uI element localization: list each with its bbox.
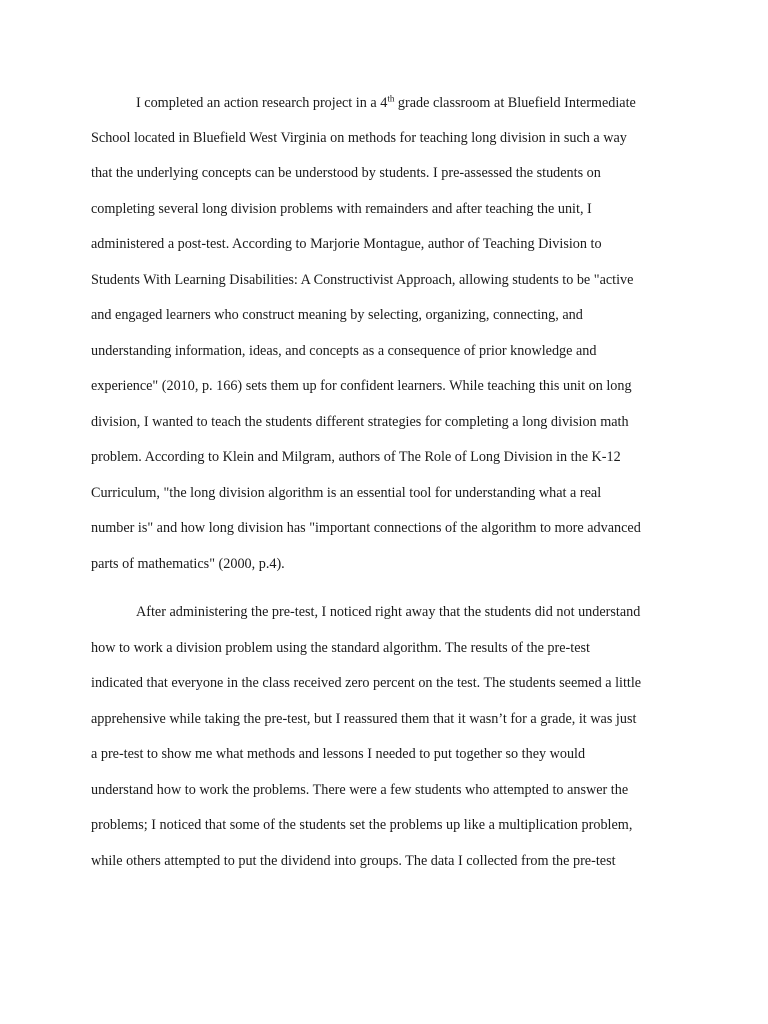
paragraph-1-line-5: administered a post-test. According to Marjorie Montague, author of Teaching Division to bbox=[91, 236, 602, 252]
paragraph-2-line-8: while others attempted to put the dividend into groups. The data I collected from the pre-test bbox=[91, 853, 616, 869]
paragraph-1-line-13: number is" and how long division has "important connections of the algorithm to more advanced bbox=[91, 520, 641, 536]
paragraph-2-line-5: a pre-test to show me what methods and lessons I needed to put together so they would bbox=[91, 746, 586, 762]
paragraph-1-line-4: completing several long division problems with remainders and after teaching the unit, I bbox=[91, 201, 592, 217]
paragraph-2-line-6: understand how to work the problems. There were a few students who attempted to answer the bbox=[91, 782, 629, 798]
paragraph-2-line-2: how to work a division problem using the standard algorithm. The results of the pre-test bbox=[91, 640, 590, 656]
ordinal-superscript: th bbox=[387, 93, 395, 104]
paragraph-1-line-1-after: grade classroom at Bluefield Intermediate bbox=[394, 95, 636, 111]
paragraph-1-line-8: understanding information, ideas, and concepts as a consequence of prior knowledge and bbox=[91, 343, 597, 359]
paragraph-1-line-2: School located in Bluefield West Virginia on methods for teaching long division in such a way bbox=[91, 130, 627, 146]
paragraph-1-line-6: Students With Learning Disabilities: A Constructivist Approach, allowing students to be "active bbox=[91, 272, 634, 288]
paragraph-1-line-3: that the underlying concepts can be understood by students. I pre-assessed the students on bbox=[91, 165, 601, 181]
paragraph-1-line-14: parts of mathematics" (2000, p.4). bbox=[91, 556, 285, 572]
paragraph-2-line-1: After administering the pre-test, I noticed right away that the students did not understand bbox=[136, 604, 641, 620]
paragraph-2-line-7: problems; I noticed that some of the students set the problems up like a multiplication problem, bbox=[91, 817, 633, 833]
paragraph-1-line-7: and engaged learners who construct meaning by selecting, organizing, connecting, and bbox=[91, 307, 583, 323]
paragraph-1-line-11: problem. According to Klein and Milgram, authors of The Role of Long Division in the K-12 bbox=[91, 449, 621, 465]
paragraph-1-line-9: experience" (2010, p. 166) sets them up for confident learners. While teaching this unit on long bbox=[91, 378, 632, 394]
paragraph-2-line-3: indicated that everyone in the class received zero percent on the test. The students seemed a little bbox=[91, 675, 642, 691]
paragraph-2-line-4: apprehensive while taking the pre-test, but I reassured them that it wasn’t for a grade, it was just bbox=[91, 711, 637, 727]
paragraph-1-line-10: division, I wanted to teach the students different strategies for completing a long division math bbox=[91, 414, 629, 430]
paragraph-1-line-1-before: I completed an action research project in a 4 bbox=[136, 95, 388, 111]
paragraph-1-line-1 bbox=[136, 94, 636, 112]
paragraph-1-line-12: Curriculum, "the long division algorithm is an essential tool for understanding what a real bbox=[91, 485, 602, 501]
